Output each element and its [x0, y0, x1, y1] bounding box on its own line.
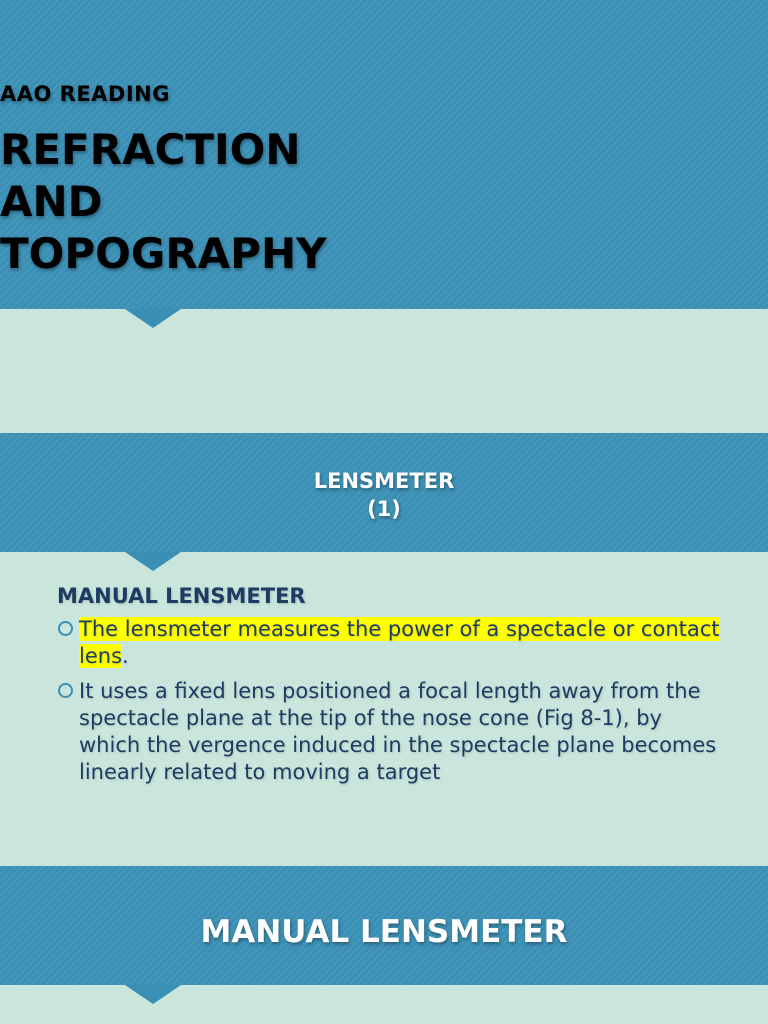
- section-title-line-1: LENSMETER: [313, 469, 455, 493]
- circle-bullet-icon: [58, 621, 73, 636]
- section-title-line-2: (1): [367, 497, 401, 521]
- slide-content: [57, 584, 727, 794]
- section-band-notch: [125, 552, 181, 571]
- highlighted-text: The lensmeter measures the power of a spectacle or contact lens: [79, 617, 720, 668]
- content-subheading: MANUAL LENSMETER: [57, 584, 306, 608]
- circle-bullet-icon: [58, 683, 73, 698]
- slide-title-line-1: REFRACTION: [0, 125, 301, 174]
- bullet-item: [57, 678, 727, 786]
- slide-kicker: AAO READING: [0, 82, 170, 106]
- slide-title-line-3: TOPOGRAPHY: [0, 229, 327, 278]
- section-title: [0, 467, 768, 523]
- section-band-notch: [125, 985, 181, 1004]
- section-title-manual-lensmeter: MANUAL LENSMETER: [200, 914, 568, 950]
- bullet-text: It uses a fixed lens positioned a focal length away from the spectacle plane at the tip of the nose cone (Fig 8-1), by which the vergence induced in the spectacle plane becomes linearly related to moving a target: [79, 679, 717, 784]
- bullet-item: [57, 616, 727, 670]
- bullet-list: [57, 616, 727, 786]
- slide-title: [0, 124, 768, 280]
- bullet-text: .: [122, 644, 129, 668]
- title-band-notch: [125, 309, 181, 328]
- slide-title-line-2: AND: [0, 177, 103, 226]
